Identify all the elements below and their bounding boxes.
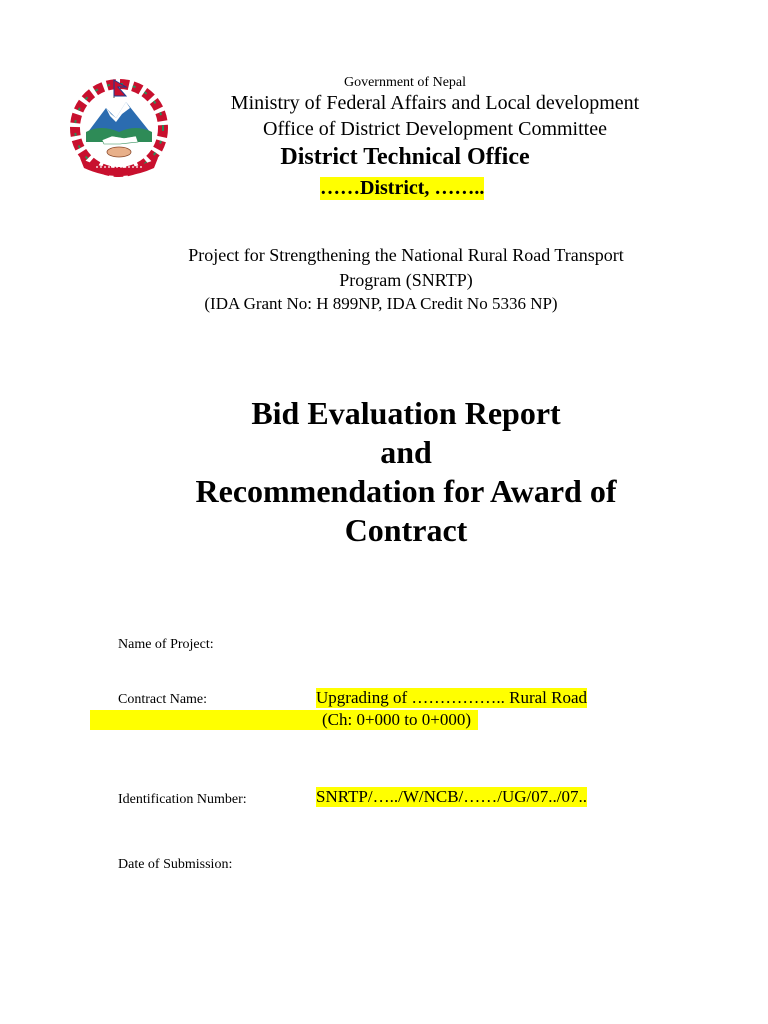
identification-number-value: SNRTP/…../W/NCB/……/UG/07../07.. [316,787,588,806]
report-title-line-1: Bid Evaluation Report [251,395,561,431]
project-line-1: Project for Strengthening the National Rural Road Transport [188,245,624,265]
office-name: Office of District Development Committee [263,118,607,140]
technical-office-title: District Technical Office [280,144,530,170]
government-label: Government of Nepal [343,75,467,90]
contract-chainage-value: (Ch: 0+000 to 0+000) [322,710,472,729]
ministry-name: Ministry of Federal Affairs and Local development [230,92,640,114]
contract-name-value: Upgrading of …………….. Rural Road [316,688,588,707]
report-title-line-2: and [380,434,432,470]
project-line-2: Program (SNRTP) [339,270,473,290]
project-name-label: Name of Project: [118,637,214,652]
report-title-line-4: Contract [344,512,468,548]
report-title-line-3: Recommendation for Award of [195,473,617,509]
contract-name-label: Contract Name: [118,692,208,707]
date-of-submission-label: Date of Submission: [118,857,233,872]
ida-grant-line: (IDA Grant No: H 899NP, IDA Credit No 5336 NP) [204,294,558,313]
identification-number-label: Identification Number: [118,792,247,807]
district-placeholder: ……District, …….. [320,177,485,199]
